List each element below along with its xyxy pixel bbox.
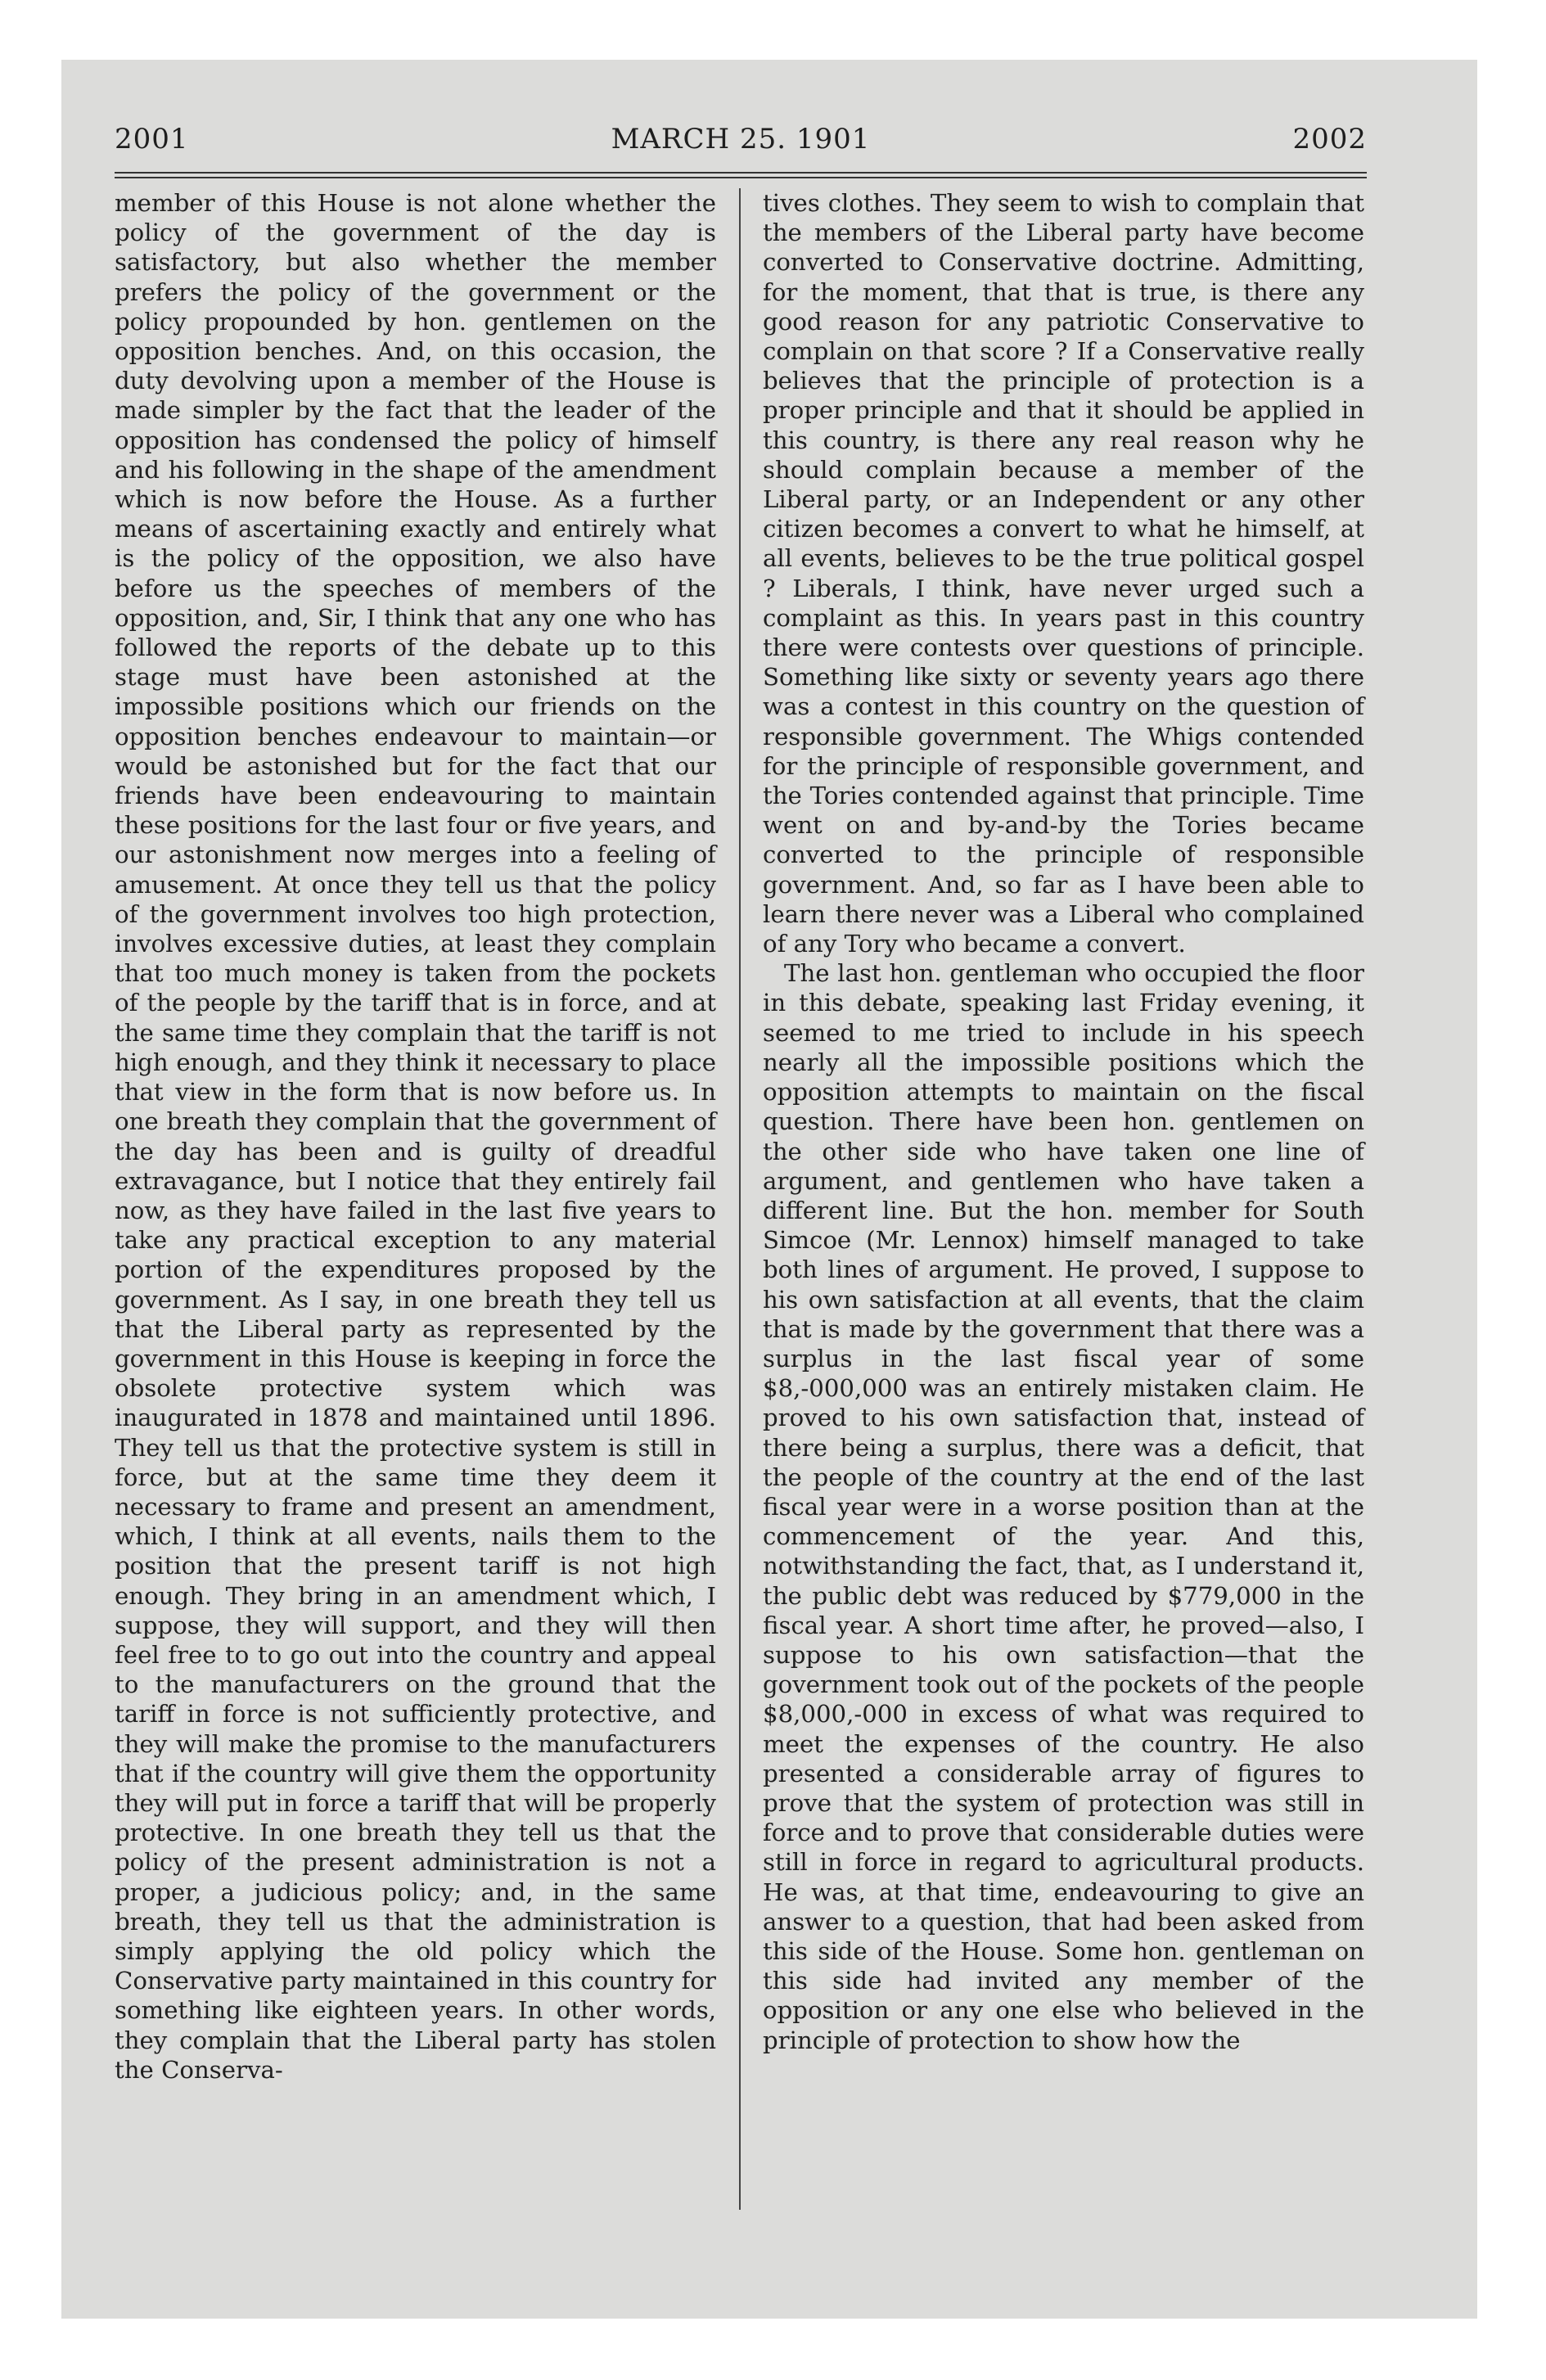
right-column-paragraph: tives clothes. They seem to wish to complain that the members of the Liberal party have become converted to Conservative doctrine. Admitting, for the moment, that that is true, is there any good reason for any patriotic Conservative to complain on that score ? If a Conservative really believes that the principle of protection is a proper principle and that it should be applied in this country, is there any real reason why he should complain because a member of the Liberal party, or an Independent or any other citizen becomes a convert to what he himself, at all events, believes to be the true political gospel ? Liberals, I think, have never urged such a complaint as this. In years past in this country there were contests over questions of principle. Something like sixty or seventy years ago there was a contest in this country on the question of responsible government. The Whigs contended for the principle of responsible government, and the Tories contended against that principle. Time went on and by-and-by the Tories became converted to the principle of responsible government. And, so far as I have been able to learn there never was a Liberal who complained of any Tory who became a convert. [763,189,1364,958]
right-page-number: 2002 [1292,123,1367,156]
text-columns [115,188,1367,2218]
page-header [115,123,1367,172]
right-column-paragraph: The last hon. gentleman who occupied the floor in this debate, speaking last Friday evening, it seemed to me tried to include in his speech nearly all the impossible positions which the opposition attempts to maintain on the fiscal question. There have been hon. gentlemen on the other side who have taken one line of argument, and gentlemen who have taken a different line. But the hon. member for South Simcoe (Mr. Lennox) himself managed to take both lines of argument. He proved, I suppose to his own satisfaction at all events, that the claim that is made by the government that there was a surplus in the last fiscal year of some $8,-000,000 was an entirely mistaken claim. He proved to his own satisfaction that, instead of there being a surplus, there was a deficit, that the people of the country at the end of the last fiscal year were in a worse position than at the commencement of the year. And this, notwithstanding the fact, that, as I understand it, the public debt was reduced by $779,000 in the fiscal year. A short time after, he proved—also, I suppose to his own satisfaction—that the government took out of the pockets of the people $8,000,-000 in excess of what was required to meet the expenses of the country. He also presented a considerable array of figures to prove that the system of protection was still in force and to prove that considerable duties were still in force in regard to agricultural products. He was, at that time, endeavouring to give an answer to a question, that had been asked from this side of the House. Some hon. gentleman on this side had invited any member of the opposition or any one else who believed in the principle of protection to show how the [763,959,1364,2054]
left-column-paragraph: member of this House is not alone whether the policy of the government of the day is satisfactory, but also whether the member prefers the policy of the government or the policy propounded by hon. gentlemen on the opposition benches. And, on this occasion, the duty devolving upon a member of the House is made simpler by the fact that the leader of the opposition has condensed the policy of himself and his following in the shape of the amendment which is now before the House. As a further means of ascertaining exactly and entirely what is the policy of the opposition, we also have before us the speeches of members of the opposition, and, Sir, I think that any one who has followed the reports of the debate up to this stage must have been astonished at the impossible positions which our friends on the opposition benches endeavour to maintain—or would be astonished but for the fact that our friends have been endeavouring to maintain these positions for the last four or five years, and our astonishment now merges into a feeling of amusement. At once they tell us that the policy of the government involves too high protection, involves excessive duties, at least they complain that too much money is taken from the pockets of the people by the tariff that is in force, and at the same time they complain that the tariff is not high enough, and they think it necessary to place that view in the form that is now before us. In one breath they complain that the government of the day has been and is guilty of dreadful extravagance, but I notice that they entirely fail now, as they have failed in the last five years to take any practical exception to any material portion of the expenditures proposed by the government. As I say, in one breath they tell us that the Liberal party as represented by the government in this House is keeping in force the obsolete protective system which was inaugurated in 1878 and maintained until 1896. They tell us that the protective system is still in force, but at the same time they deem it necessary to frame and present an amendment, which, I think at all events, nails them to the position that the present tariff is not high enough. They bring in an amendment which, I suppose, they will support, and they will then feel free to to go out into the country and appeal to the manufacturers on the ground that the tariff in force is not sufficiently protective, and they will make the promise to the manufacturers that if the country will give them the opportunity they will put in force a tariff that will be properly protective. In one breath they tell us that the policy of the present administration is not a proper, a judicious policy; and, in the same breath, they tell us that the administration is simply applying the old policy which the Conservative party maintained in this country for something like eighteen years. In other words, they complain that the Liberal party has stolen the Conserva- [115,189,716,2084]
hansard-page [115,123,1367,2084]
header-rule-double [115,177,1367,178]
left-column [115,188,716,2085]
header-rule [115,172,1367,174]
page-date-title: MARCH 25. 1901 [611,123,871,156]
right-column [763,188,1364,2055]
column-divider [739,188,741,2210]
left-page-number: 2001 [115,123,189,156]
